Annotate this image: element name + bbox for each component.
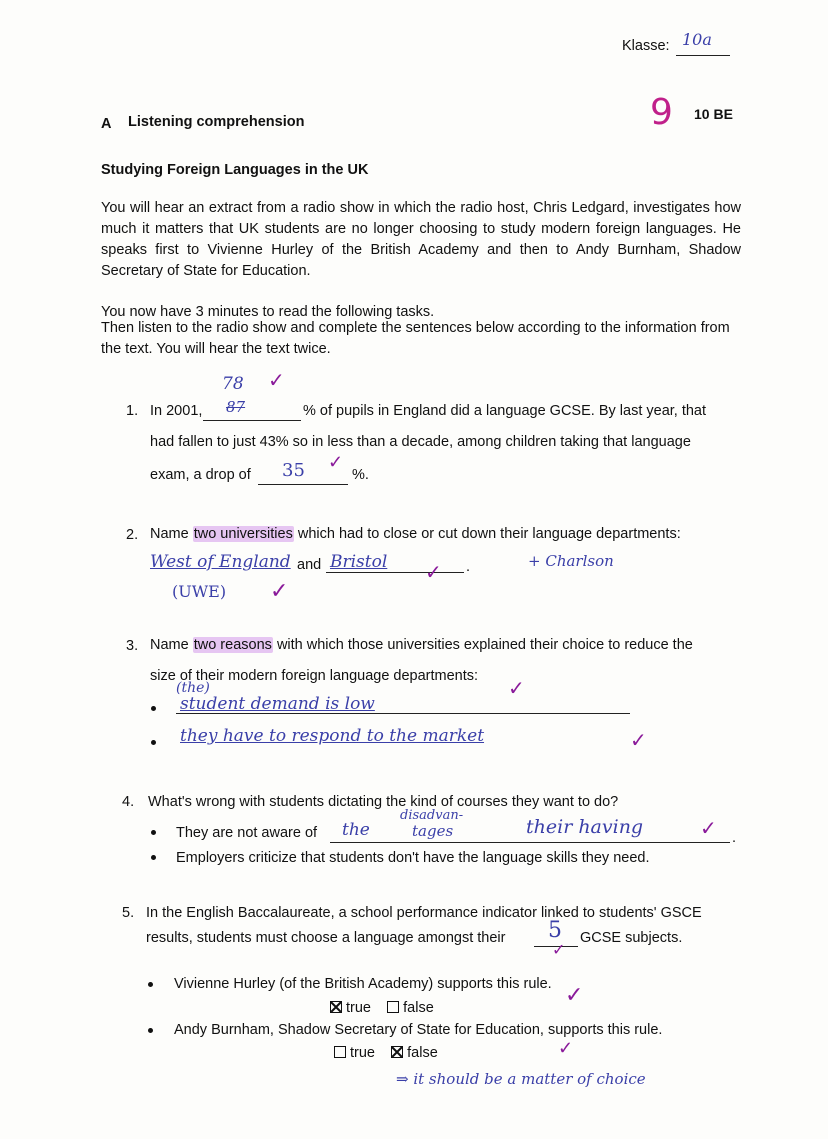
q4-bullet1-pre: They are not aware of (176, 825, 318, 841)
instructions-line2: Then listen to the radio show and complete the sentences below according to the information from the text. You will hear the text twice. (101, 320, 730, 357)
q1-line2: had fallen to just 43% so in less than a decade, among children taking that language (150, 434, 691, 450)
q2-period: . (466, 559, 471, 575)
score: 9 (650, 92, 673, 133)
q4-blank (330, 842, 730, 843)
q1-crossed-answer: 87 (226, 398, 246, 416)
q4-answer-part1: the (342, 820, 370, 840)
q2-tick-2: ✓ (270, 578, 289, 603)
q5-bullet-2 (148, 1028, 153, 1033)
q5-tick-1: ✓ (565, 982, 584, 1007)
q2-answer2: Bristol (330, 552, 388, 572)
q5-note: ⇒ it should be a matter of choice (396, 1070, 646, 1088)
q3-number: 3. (126, 638, 139, 654)
q2-question (150, 526, 681, 542)
q3-tick-1: ✓ (508, 678, 525, 700)
q3-answer2: they have to respond to the market (180, 726, 485, 746)
q3-highlight: two reasons (193, 637, 272, 653)
klasse-line (676, 55, 730, 56)
max-points: 10 BE (694, 106, 733, 122)
q5-options-2 (334, 1045, 438, 1061)
q1-correction-tick: ✓ (268, 370, 285, 392)
q5-line1: In the English Baccalaureate, a school performance indicator linked to students' GSCE (146, 905, 702, 921)
q3-tick-2: ✓ (630, 730, 647, 752)
q5-s2-true-checkbox[interactable] (334, 1046, 346, 1058)
q5-line2-post: GCSE subjects. (580, 930, 683, 946)
q1-answer2: 35 (282, 460, 305, 481)
q1-post: % of pupils in England did a language GCSE. By last year, that (303, 403, 707, 419)
q4-bullet-2 (151, 855, 156, 860)
q3-line2: size of their modern foreign language departments: (150, 668, 479, 684)
section-title: Listening comprehension (128, 114, 305, 130)
section-letter: A (101, 116, 112, 132)
q5-s1-false-label: false (403, 1000, 434, 1016)
q2-pre: Name (150, 526, 189, 542)
q1-line3-post: %. (352, 467, 369, 483)
q3-bullet-2 (151, 740, 156, 745)
q2-answer1-note: (UWE) (172, 582, 227, 601)
q3-answer1: student demand is low (180, 694, 375, 714)
q5-s2-false-label: false (407, 1045, 438, 1061)
q5-answer: 5 (548, 918, 562, 943)
q2-blank (326, 572, 464, 573)
q4-period: . (732, 830, 737, 846)
q2-answer1: West of England (150, 552, 291, 572)
q2-number: 2. (126, 527, 139, 543)
q4-answer-part3: their having (526, 816, 644, 838)
q3-question (150, 637, 693, 653)
q3-pre: Name (150, 637, 189, 653)
q4-answer-part2: tages (412, 822, 454, 840)
q5-bullet-1 (148, 982, 153, 987)
q4-bullet2: Employers criticize that students don't have the language skills they need. (176, 850, 650, 866)
q1-correction: 78 (222, 374, 244, 394)
q2-highlight: two universities (193, 526, 293, 542)
q5-options-1 (330, 1000, 434, 1016)
q4-number: 4. (122, 794, 135, 810)
page-subtitle: Studying Foreign Languages in the UK (101, 162, 369, 178)
q4-tick: ✓ (700, 818, 717, 840)
q5-s1-true-label: true (346, 1000, 371, 1016)
q1-blank2 (258, 484, 348, 485)
q5-s2-false-checkbox[interactable] (391, 1046, 403, 1058)
q5-s2-true-label: true (350, 1045, 375, 1061)
q5-statement1: Vivienne Hurley (of the British Academy) supports this rule. (174, 976, 552, 992)
q2-post: which had to close or cut down their language departments: (297, 526, 681, 542)
q4-bullet-1 (151, 830, 156, 835)
q5-number: 5. (122, 905, 135, 921)
q3-post: with which those universities explained their choice to reduce the (276, 637, 693, 653)
intro-paragraph: You will hear an extract from a radio show in which the radio host, Chris Ledgard, investigates how much it matters that UK students are no longer choosing to study modern foreign languages. He speaks first to Vivienne Hurley of the British Academy and then to Andy Burnham, Shadow Secretary of State for Education. (101, 200, 741, 279)
q4-answer-above: disadvan- (400, 808, 464, 823)
q1-blank (203, 420, 301, 421)
q5-tick-2: ✓ (558, 1038, 574, 1058)
klasse-value: 10a (682, 30, 712, 49)
q3-insert: (the) (176, 680, 210, 696)
q1-answer2-tick: ✓ (328, 452, 344, 472)
instructions-line1: You now have 3 minutes to read the following tasks. (101, 304, 435, 320)
q5-answer-tick: ✓ (552, 942, 566, 959)
q4-question: What's wrong with students dictating the kind of courses they want to do? (148, 794, 619, 810)
q3-blank1 (176, 713, 630, 714)
q1-pre: In 2001, (150, 403, 203, 419)
q3-bullet-1 (151, 706, 156, 711)
q5-s1-true-checkbox[interactable] (330, 1001, 342, 1013)
q2-extra: + Charlson (528, 552, 614, 570)
q5-s1-false-checkbox[interactable] (387, 1001, 399, 1013)
q5-statement2: Andy Burnham, Shadow Secretary of State for Education, supports this rule. (174, 1022, 663, 1038)
q2-and: and (297, 557, 322, 573)
q5-line2-pre: results, students must choose a language amongst their (146, 930, 506, 946)
q1-line3-pre: exam, a drop of (150, 467, 251, 483)
klasse-label: Klasse: (622, 38, 670, 54)
q1-number: 1. (126, 403, 139, 419)
q2-tick-1: ✓ (425, 562, 442, 584)
